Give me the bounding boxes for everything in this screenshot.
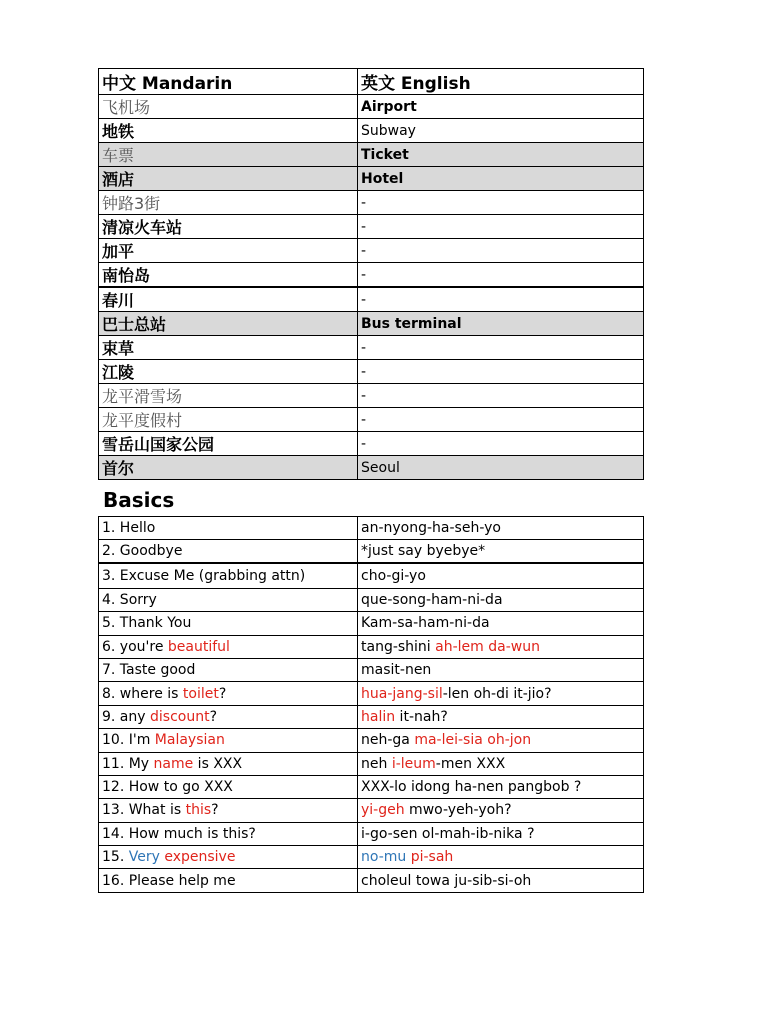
vocab-row [99,384,644,408]
vocab-en: - [358,287,644,312]
phrase-english [99,752,358,775]
phrase-korean [358,705,644,728]
phrase-text: que-song-ham-ni-da [361,591,503,608]
vocab-row [99,239,644,263]
phrase-english [99,869,358,892]
vocab-row [99,287,644,312]
highlighted-word: toilet [182,685,219,702]
phrase-text: XXX-lo idong ha-nen pangbob ? [361,779,582,796]
vocab-en: Bus terminal [358,312,644,336]
vocab-zh: 江陵 [99,360,358,384]
phrase-korean [358,563,644,588]
phrase-text: 12. How to go XXX [102,779,233,796]
vocab-en: Airport [358,95,644,119]
highlighted-word: ma-lei-sia oh-jon [414,732,532,749]
phrase-text: an-nyong-ha-seh-yo [361,520,501,537]
highlighted-word: this [185,802,212,819]
highlighted-word: beautiful [167,638,230,655]
vocab-row [99,191,644,215]
vocab-row [99,360,644,384]
phrase-english [99,658,358,681]
phrase-row [99,799,644,822]
basics-table [98,516,644,893]
phrase-korean [358,635,644,658]
phrase-english [99,517,358,540]
phrase-text: 14. How much is this? [102,825,256,842]
phrase-row [99,775,644,798]
phrase-text: ? [209,708,218,725]
vocab-en: Hotel [358,167,644,191]
phrase-korean [358,799,644,822]
phrase-english [99,705,358,728]
phrase-english [99,846,358,869]
phrase-korean [358,658,644,681]
vocab-zh: 酒店 [99,167,358,191]
phrase-text: 4. Sorry [102,591,157,608]
basics-heading: Basics [103,488,175,512]
vocab-en: Ticket [358,143,644,167]
phrase-text: 8. where is [102,685,183,702]
phrase-row [99,846,644,869]
phrase-text: cho-gi-yo [361,568,426,585]
vocab-en: - [358,384,644,408]
phrase-text: 7. Taste good [102,662,196,679]
highlighted-word: pi-sah [410,849,454,866]
vocab-zh: 首尔 [99,456,358,480]
phrase-text: 6. you're [102,638,168,655]
vocab-en: Subway [358,119,644,143]
phrase-row [99,563,644,588]
highlighted-word-blue: no-mu [361,849,407,866]
phrase-row [99,658,644,681]
phrase-row [99,635,644,658]
phrase-text: -men XXX [435,755,506,772]
phrase-text: ? [218,685,227,702]
highlighted-word: ah-lem da-wun [435,638,540,655]
phrase-text: it-nah? [395,708,448,725]
highlighted-word: expensive [164,849,236,866]
phrase-row [99,612,644,635]
highlighted-word: Malaysian [154,732,225,749]
vocab-row [99,336,644,360]
vocab-row [99,408,644,432]
vocab-zh: 巴士总站 [99,312,358,336]
phrase-row [99,540,644,563]
phrase-row [99,869,644,892]
phrase-text: 2. Goodbye [102,543,183,560]
phrase-text: *just say byebye* [361,543,486,560]
vocab-en: - [358,360,644,384]
highlighted-word: name [153,755,194,772]
phrase-english [99,612,358,635]
vocab-row [99,432,644,456]
phrase-text: masit-nen [361,662,432,679]
vocab-row [99,312,644,336]
header-english: 英文 English [358,69,644,95]
highlighted-word: halin [361,708,396,725]
vocab-zh: 龙平滑雪场 [99,384,358,408]
phrase-text: 13. What is [102,802,186,819]
phrase-row [99,729,644,752]
phrase-text: is XXX [193,755,243,772]
phrase-text: 11. My [102,755,154,772]
phrase-korean [358,775,644,798]
phrase-english [99,682,358,705]
phrase-row [99,588,644,611]
vocab-en: - [358,432,644,456]
vocab-zh: 南怡岛 [99,263,358,288]
phrase-text: neh [361,755,392,772]
vocab-en: - [358,263,644,288]
phrase-korean [358,752,644,775]
vocab-en: - [358,191,644,215]
phrase-row [99,822,644,845]
phrase-text: neh-ga [361,732,415,749]
phrase-text: 10. I'm [102,732,155,749]
vocab-en: - [358,239,644,263]
vocab-row [99,95,644,119]
phrase-english [99,563,358,588]
phrase-text: tang-shini [361,638,436,655]
vocab-zh: 加平 [99,239,358,263]
phrase-text: mwo-yeh-yoh? [404,802,512,819]
vocab-row [99,167,644,191]
vocab-row [99,456,644,480]
phrase-row [99,705,644,728]
phrase-text: ? [211,802,219,819]
highlighted-word: discount [150,708,210,725]
phrase-english [99,729,358,752]
phrase-english [99,588,358,611]
phrase-korean [358,822,644,845]
phrase-row [99,517,644,540]
header-mandarin: 中文 Mandarin [99,69,358,95]
phrase-text: 16. Please help me [102,872,236,889]
vocab-zh: 地铁 [99,119,358,143]
phrase-korean [358,869,644,892]
vocab-row [99,263,644,288]
phrase-english [99,635,358,658]
phrase-row [99,752,644,775]
vocab-en: - [358,408,644,432]
phrase-korean [358,588,644,611]
phrase-text: 15. [102,849,129,866]
vocab-zh: 春川 [99,287,358,312]
vocab-zh: 束草 [99,336,358,360]
vocab-zh: 清凉火车站 [99,215,358,239]
vocab-zh: 飞机场 [99,95,358,119]
vocab-row [99,143,644,167]
phrase-korean [358,682,644,705]
phrase-text: -len oh-di it-jio? [442,685,552,702]
vocab-en: Seoul [358,456,644,480]
highlighted-word: yi-geh [361,802,405,819]
vocab-zh: 钟路3街 [99,191,358,215]
vocab-en: - [358,215,644,239]
phrase-korean [358,540,644,563]
vocab-zh: 车票 [99,143,358,167]
phrase-korean [358,729,644,752]
highlighted-word: hua-jang-sil [361,685,443,702]
vocab-table [98,68,644,480]
phrase-korean [358,612,644,635]
phrase-english [99,822,358,845]
phrase-korean [358,517,644,540]
vocab-row [99,119,644,143]
highlighted-word-blue: Very [128,849,160,866]
phrase-text: choleul towa ju-sib-si-oh [361,872,532,889]
phrase-text: Kam-sa-ham-ni-da [361,615,490,632]
phrase-english [99,775,358,798]
phrase-korean [358,846,644,869]
phrase-text: 1. Hello [102,520,156,537]
phrase-english [99,799,358,822]
vocab-row [99,215,644,239]
vocab-zh: 龙平度假村 [99,408,358,432]
phrase-text: i-go-sen ol-mah-ib-nika ? [361,825,535,842]
phrase-text: 5. Thank You [102,615,192,632]
phrase-text: 3. Excuse Me (grabbing attn) [102,568,306,585]
vocab-en: - [358,336,644,360]
phrase-english [99,540,358,563]
phrase-row [99,682,644,705]
vocab-header-row [99,69,644,95]
phrase-text: 9. any [102,708,150,725]
highlighted-word: i-leum [391,755,436,772]
vocab-zh: 雪岳山国家公园 [99,432,358,456]
